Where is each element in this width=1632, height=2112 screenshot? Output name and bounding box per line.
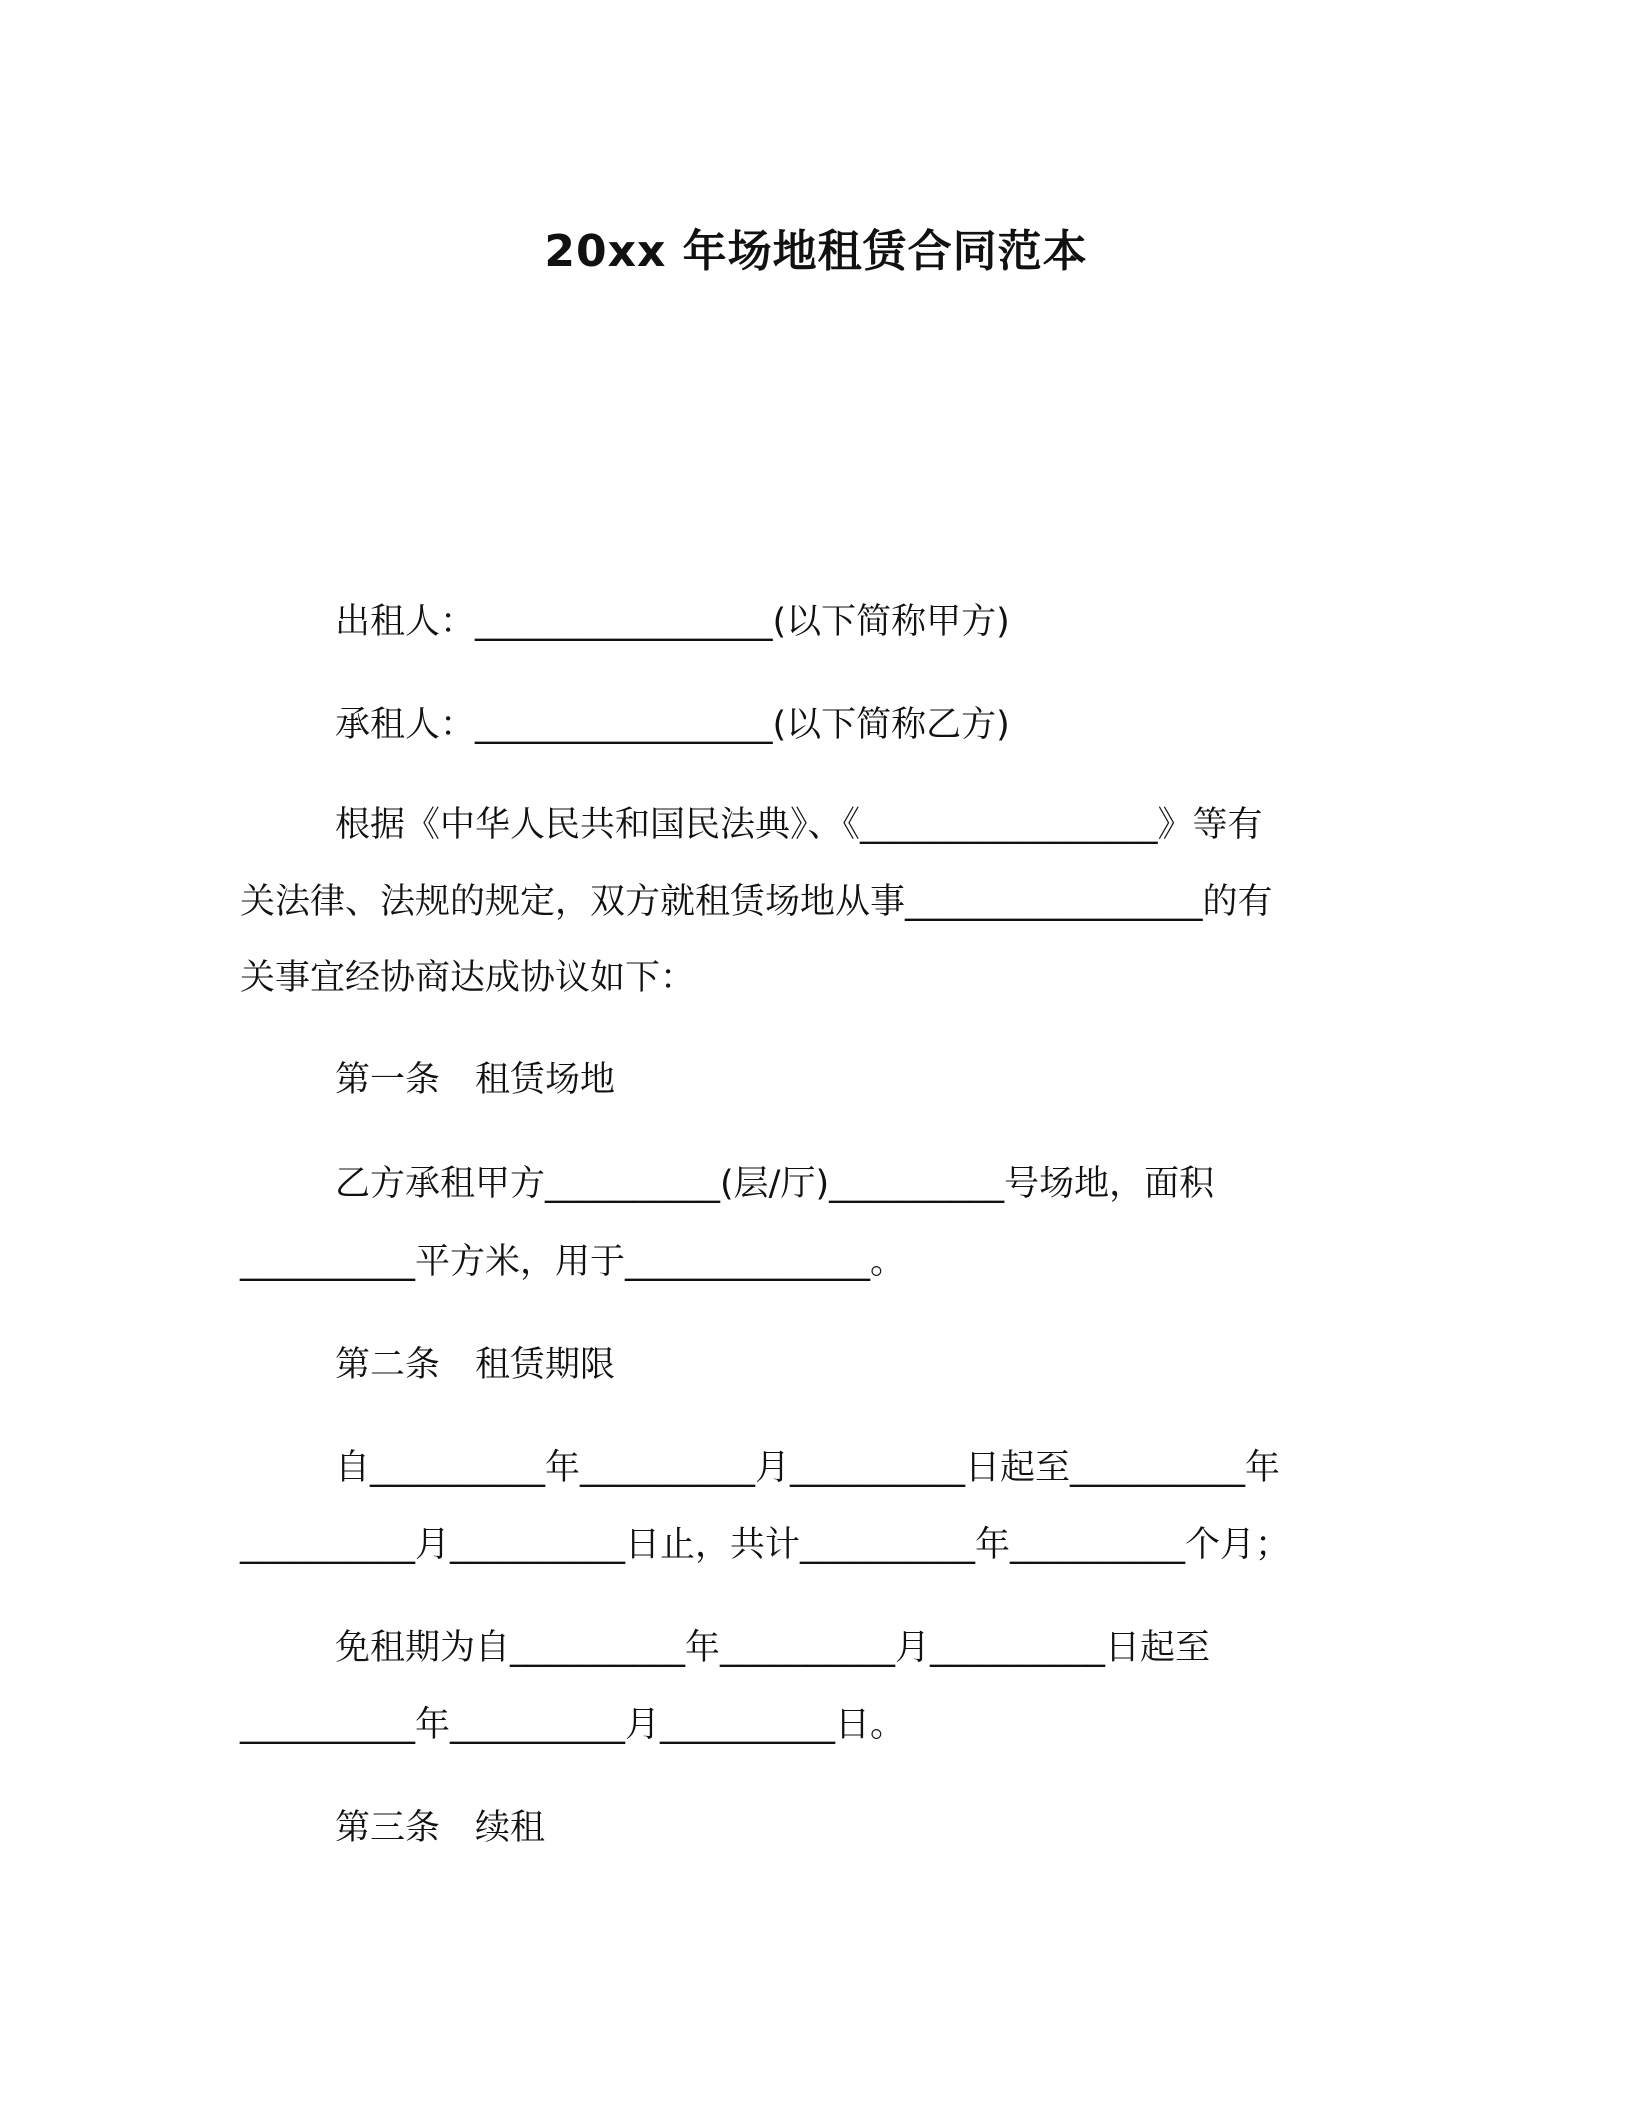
article-1-line-1: 乙方承租甲方__________(层/厅)__________号场地，面积 xyxy=(335,1164,1215,1204)
article-1-line-2: __________平方米，用于______________。 xyxy=(240,1242,906,1282)
article-2-line-4: __________年__________月__________日。 xyxy=(240,1705,906,1745)
article-2-heading: 第二条 租赁期限 xyxy=(335,1345,616,1385)
lessor-line: 出租人：_________________(以下简称甲方) xyxy=(335,602,1010,642)
lessee-line: 承租人：_________________(以下简称乙方) xyxy=(335,705,1010,745)
article-2-line-2: __________月__________日止，共计__________年__________个月； xyxy=(240,1525,1291,1565)
basis-paragraph-line-3: 关事宜经协商达成协议如下： xyxy=(240,958,696,998)
article-2-line-3: 免租期为自__________年__________月__________日起至 xyxy=(335,1628,1211,1668)
article-2-line-1: 自__________年__________月__________日起至__________年 xyxy=(335,1448,1281,1488)
basis-paragraph-line-2: 关法律、法规的规定，双方就租赁场地从事_________________的有 xyxy=(240,882,1273,922)
document-title: 20xx 年场地租赁合同范本 xyxy=(544,226,1088,277)
basis-paragraph-line-1: 根据《中华人民共和国民法典》、《_________________》等有 xyxy=(335,805,1263,845)
article-1-heading: 第一条 租赁场地 xyxy=(335,1060,616,1100)
article-3-heading: 第三条 续租 xyxy=(335,1808,546,1848)
